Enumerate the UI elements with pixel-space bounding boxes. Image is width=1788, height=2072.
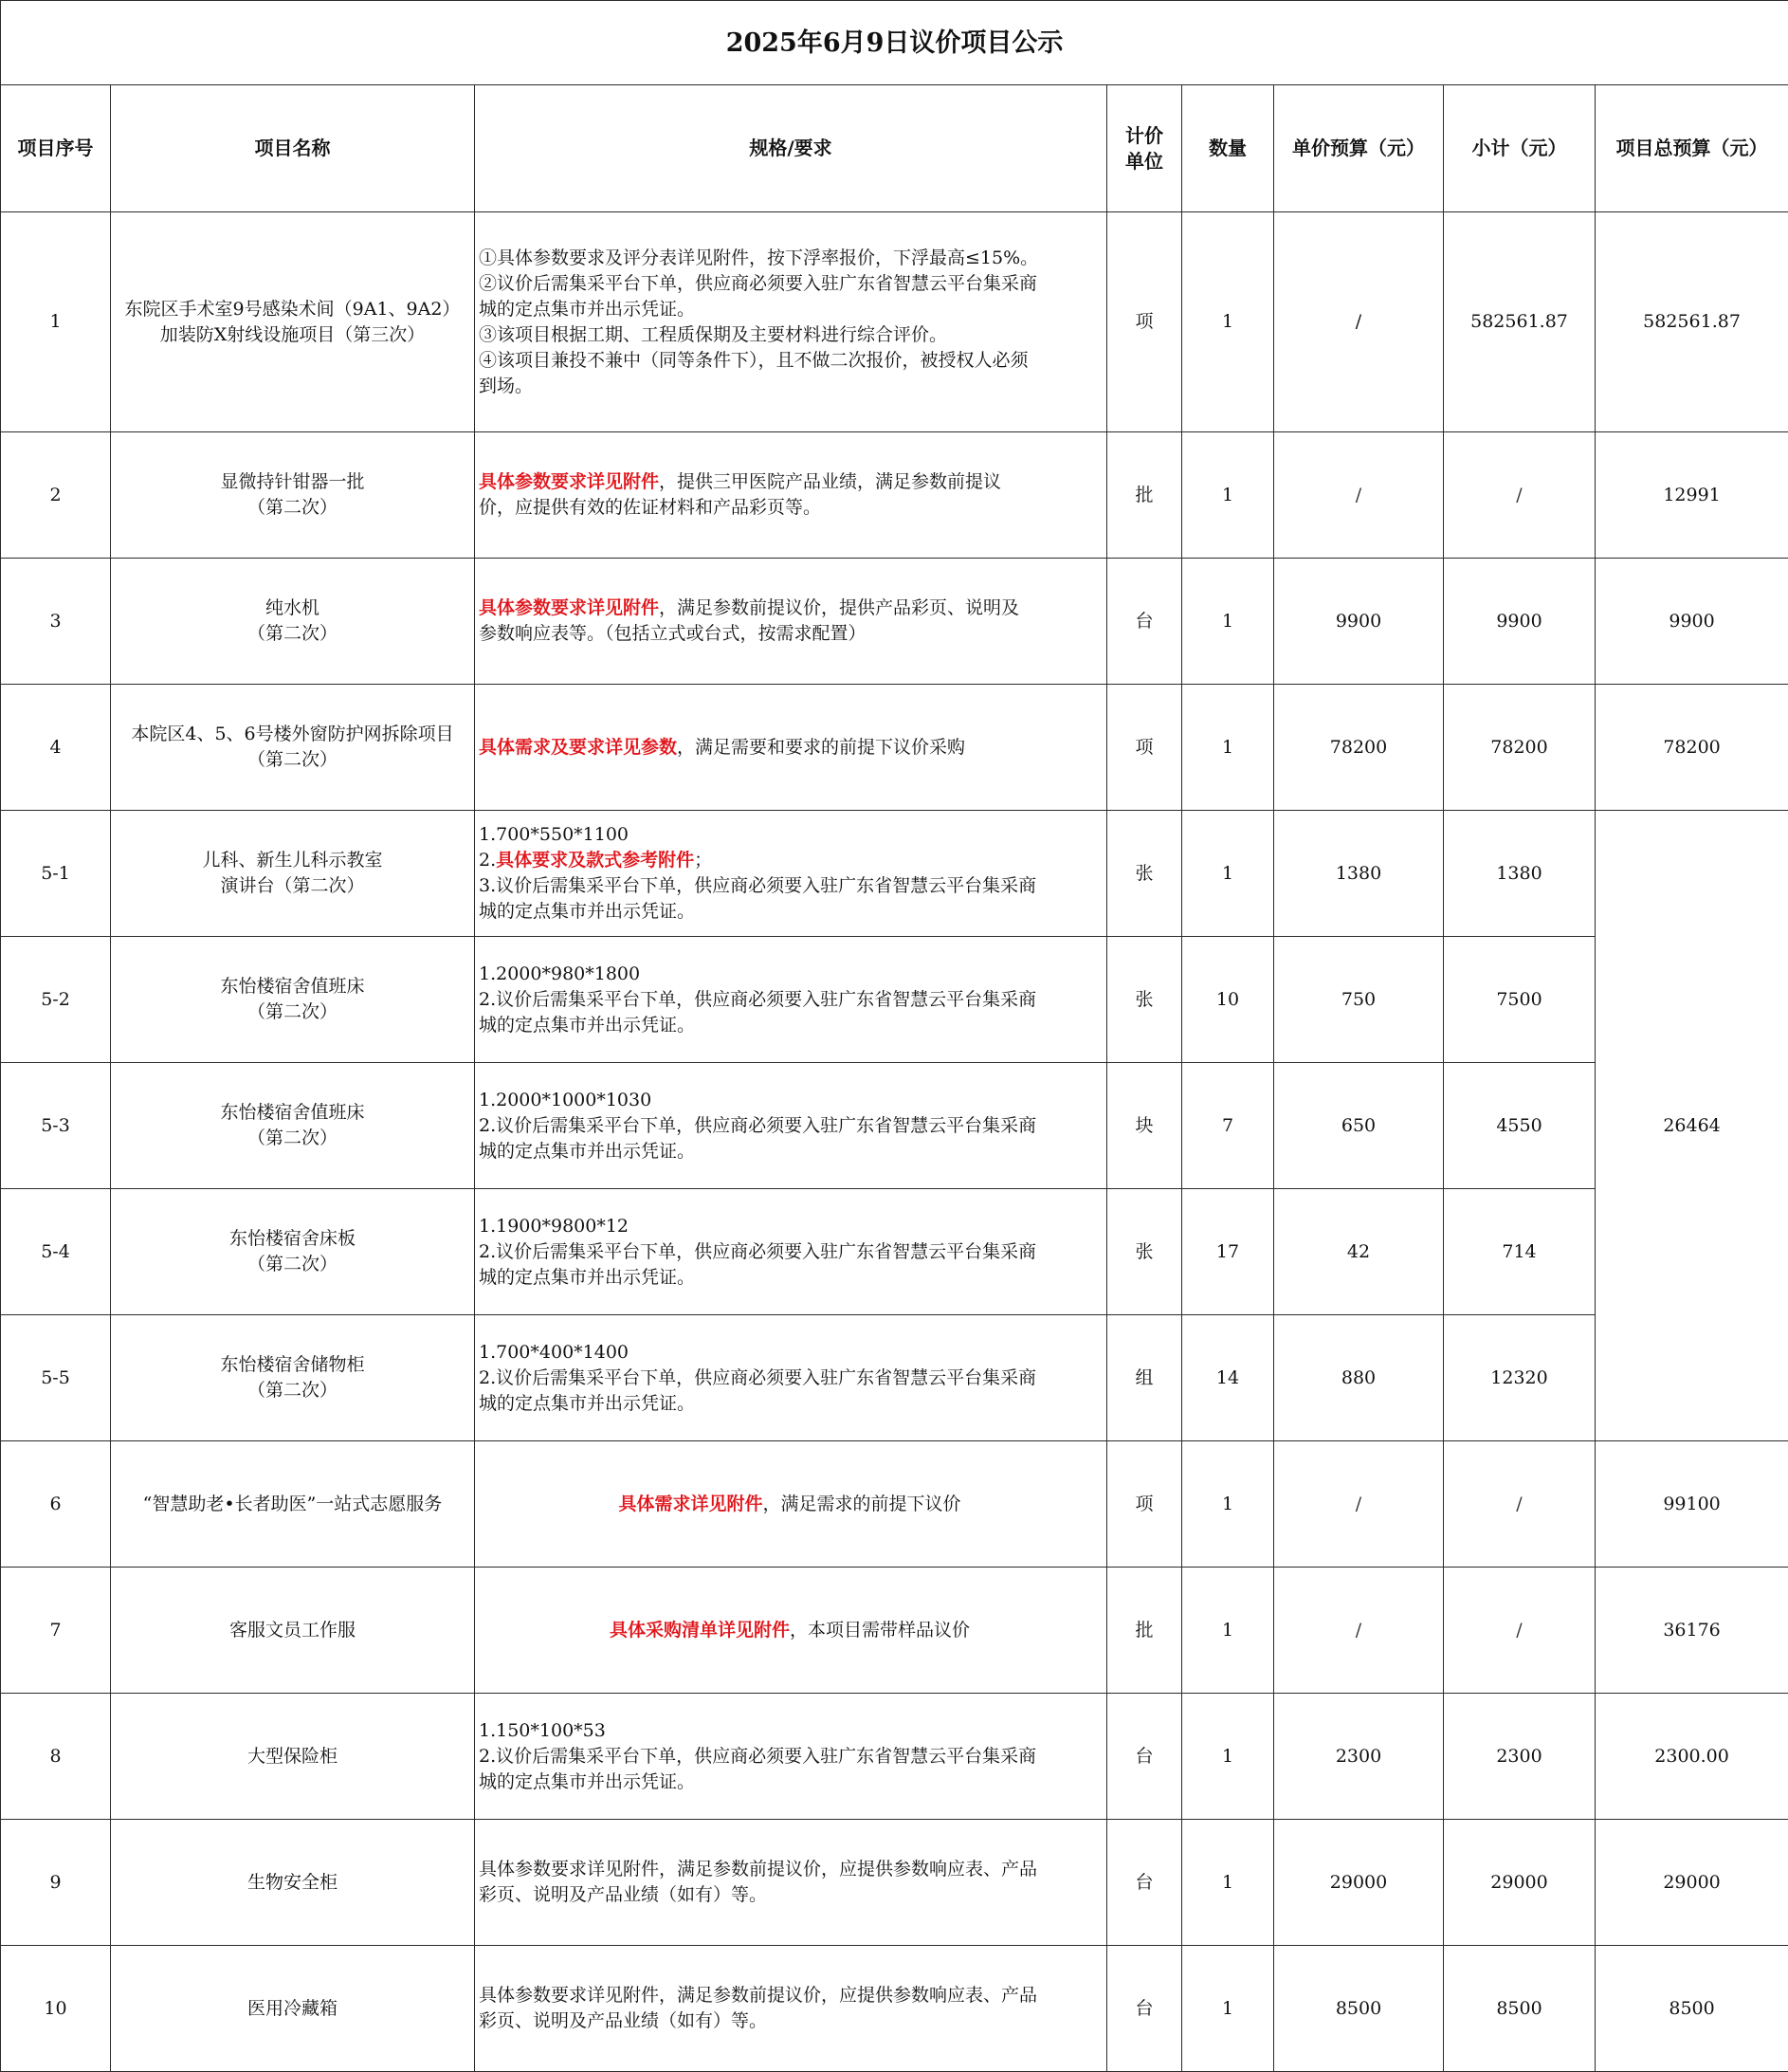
cell-name: [111, 212, 475, 432]
spec-line: 1.700*400*1400: [479, 1340, 1101, 1366]
spec-red-text: 具体参数要求详见附件: [479, 471, 659, 492]
cell-name: [111, 1189, 475, 1315]
header-unit: [1107, 85, 1182, 212]
cell-seq: 6: [1, 1441, 111, 1568]
cell-unit: 组: [1107, 1315, 1182, 1441]
cell-seq: 1: [1, 212, 111, 432]
cell-subtotal: 9900: [1444, 559, 1596, 685]
table-row: [1, 212, 1788, 432]
cell-spec: [475, 559, 1107, 685]
cell-unit: 台: [1107, 1694, 1182, 1820]
page-title: 2025年6月9日议价项目公示: [1, 1, 1788, 85]
name-line: （第二次）: [111, 1378, 474, 1403]
cell-unit: 项: [1107, 212, 1182, 432]
spec-line: 城的定点集市并出示凭证。: [479, 1265, 1101, 1291]
cell-spec: [475, 432, 1107, 559]
cell-total: 2300.00: [1596, 1694, 1788, 1820]
cell-subtotal: /: [1444, 432, 1596, 559]
cell-spec: [475, 1189, 1107, 1315]
spec-line: 彩页、说明及产品业绩（如有）等。: [479, 1882, 1101, 1908]
cell-unit-price: /: [1274, 432, 1444, 559]
cell-seq: 4: [1, 685, 111, 811]
spec-text: ，提供三甲医院产品业绩，满足参数前提议: [659, 471, 1001, 492]
spec-red-text: 具体采购清单详见附件: [610, 1620, 790, 1641]
name-line: 客服文员工作服: [111, 1618, 474, 1643]
cell-spec: [475, 1820, 1107, 1946]
spec-line: 2.议价后需集采平台下单，供应商必须要入驻广东省智慧云平台集采商: [479, 1239, 1101, 1265]
name-line: 东怡楼宿舍值班床: [111, 1100, 474, 1126]
cell-unit-price: 8500: [1274, 1946, 1444, 2072]
header-spec: 规格/要求: [475, 85, 1107, 212]
cell-qty: 1: [1182, 811, 1274, 937]
name-line: （第二次）: [111, 1126, 474, 1151]
cell-qty: 7: [1182, 1063, 1274, 1189]
header-total: 项目总预算（元）: [1596, 85, 1788, 212]
name-line: （第二次）: [111, 1252, 474, 1277]
cell-total: 12991: [1596, 432, 1788, 559]
cell-total-merged: 26464: [1596, 811, 1788, 1441]
cell-total: 29000: [1596, 1820, 1788, 1946]
table-row: [1, 559, 1788, 685]
spec-line: 具体参数要求详见附件，满足参数前提议价，应提供参数响应表、产品: [479, 1857, 1101, 1882]
cell-name: [111, 1315, 475, 1441]
cell-total: 582561.87: [1596, 212, 1788, 432]
cell-unit: 批: [1107, 1568, 1182, 1694]
spec-line: 城的定点集市并出示凭证。: [479, 1769, 1101, 1795]
cell-unit-price: 750: [1274, 937, 1444, 1063]
cell-unit: 项: [1107, 1441, 1182, 1568]
cell-name: [111, 1694, 475, 1820]
cell-spec: [475, 685, 1107, 811]
spec-line: 1.150*100*53: [479, 1718, 1101, 1744]
cell-unit-price: 78200: [1274, 685, 1444, 811]
cell-seq: 5-2: [1, 937, 111, 1063]
cell-seq: 9: [1, 1820, 111, 1946]
header-unit-line2: 单位: [1107, 149, 1181, 174]
spec-line: [479, 848, 1101, 873]
name-line: （第二次）: [111, 621, 474, 647]
cell-name: [111, 937, 475, 1063]
cell-unit-price: 2300: [1274, 1694, 1444, 1820]
spec-line: 3.议价后需集采平台下单，供应商必须要入驻广东省智慧云平台集采商: [479, 873, 1101, 899]
table-row: [1, 1946, 1788, 2072]
cell-spec: [475, 1694, 1107, 1820]
table-row: [1, 685, 1788, 811]
cell-subtotal: 4550: [1444, 1063, 1596, 1189]
spec-red-text: 具体要求及款式参考附件: [496, 850, 694, 871]
spec-line: ③该项目根据工期、工程质保期及主要材料进行综合评价。: [479, 322, 1101, 348]
cell-name: [111, 559, 475, 685]
name-line: 本院区4、5、6号楼外窗防护网拆除项目: [111, 722, 474, 747]
header-qty: 数量: [1182, 85, 1274, 212]
spec-line: 2.议价后需集采平台下单，供应商必须要入驻广东省智慧云平台集采商: [479, 1366, 1101, 1391]
table-row: [1, 937, 1788, 1063]
name-line: （第二次）: [111, 999, 474, 1025]
cell-seq: 5-5: [1, 1315, 111, 1441]
cell-spec: [475, 212, 1107, 432]
cell-spec: [475, 1315, 1107, 1441]
cell-unit: 台: [1107, 1946, 1182, 2072]
cell-name: [111, 1568, 475, 1694]
spec-line: 价，应提供有效的佐证材料和产品彩页等。: [479, 495, 1101, 521]
spec-line: 2.议价后需集采平台下单，供应商必须要入驻广东省智慧云平台集采商: [479, 1113, 1101, 1139]
cell-name: [111, 1946, 475, 2072]
spec-line: [479, 596, 1101, 621]
cell-seq: 7: [1, 1568, 111, 1694]
cell-total: 78200: [1596, 685, 1788, 811]
spec-text: ，满足参数前提议价，提供产品彩页、说明及: [659, 597, 1019, 618]
cell-seq: 5-1: [1, 811, 111, 937]
cell-subtotal: 1380: [1444, 811, 1596, 937]
header-unit-price: 单价预算（元）: [1274, 85, 1444, 212]
cell-qty: 1: [1182, 432, 1274, 559]
cell-unit: 块: [1107, 1063, 1182, 1189]
spec-red-text: 具体需求详见附件: [618, 1494, 762, 1514]
cell-name: [111, 1820, 475, 1946]
header-row: [1, 85, 1788, 212]
spec-line: 城的定点集市并出示凭证。: [479, 1139, 1101, 1164]
cell-subtotal: /: [1444, 1441, 1596, 1568]
spec-text: ，满足需求的前提下议价: [763, 1494, 961, 1514]
spec-line: 参数响应表等。（包括立式或台式，按需求配置）: [479, 621, 1101, 647]
name-line: 东怡楼宿舍储物柜: [111, 1352, 474, 1378]
cell-qty: 1: [1182, 1946, 1274, 2072]
table-row: [1, 1568, 1788, 1694]
cell-total: 8500: [1596, 1946, 1788, 2072]
spec-line: 1.700*550*1100: [479, 822, 1101, 848]
cell-seq: 10: [1, 1946, 111, 2072]
cell-seq: 3: [1, 559, 111, 685]
name-line: 大型保险柜: [111, 1744, 474, 1769]
cell-subtotal: 582561.87: [1444, 212, 1596, 432]
spec-line: 1.2000*1000*1030: [479, 1088, 1101, 1113]
cell-subtotal: 714: [1444, 1189, 1596, 1315]
spec-line: 1.1900*9800*12: [479, 1214, 1101, 1239]
cell-qty: 1: [1182, 685, 1274, 811]
spec-line: 城的定点集市并出示凭证。: [479, 297, 1101, 322]
cell-name: [111, 432, 475, 559]
cell-spec: [475, 1063, 1107, 1189]
spec-text: ，满足需要和要求的前提下议价采购: [677, 737, 965, 758]
cell-spec: [475, 1946, 1107, 2072]
name-line: 加装防X射线设施项目（第三次）: [111, 322, 474, 348]
cell-total: 36176: [1596, 1568, 1788, 1694]
cell-qty: 1: [1182, 212, 1274, 432]
spec-line: ②议价后需集采平台下单，供应商必须要入驻广东省智慧云平台集采商: [479, 271, 1101, 297]
cell-name: [111, 1441, 475, 1568]
header-name: 项目名称: [111, 85, 475, 212]
table-row: [1, 1063, 1788, 1189]
cell-qty: 1: [1182, 1694, 1274, 1820]
name-line: 医用冷藏箱: [111, 1996, 474, 2022]
spec-text: ；: [694, 850, 712, 871]
table-row: [1, 1189, 1788, 1315]
name-line: 生物安全柜: [111, 1870, 474, 1896]
cell-unit: 项: [1107, 685, 1182, 811]
header-subtotal: 小计（元）: [1444, 85, 1596, 212]
cell-spec: [475, 1441, 1107, 1568]
cell-unit-price: 1380: [1274, 811, 1444, 937]
name-line: 演讲台（第二次）: [111, 873, 474, 899]
header-seq: 项目序号: [1, 85, 111, 212]
cell-unit-price: 42: [1274, 1189, 1444, 1315]
cell-unit: 张: [1107, 1189, 1182, 1315]
cell-name: [111, 1063, 475, 1189]
spec-line: ④该项目兼投不兼中（同等条件下），且不做二次报价，被授权人必须: [479, 348, 1101, 374]
table-row: [1, 1441, 1788, 1568]
table-row: [1, 811, 1788, 937]
cell-qty: 14: [1182, 1315, 1274, 1441]
cell-subtotal: 2300: [1444, 1694, 1596, 1820]
name-line: “智慧助老•长者助医”一站式志愿服务: [111, 1492, 474, 1517]
table-row: [1, 432, 1788, 559]
spec-line: 2.议价后需集采平台下单，供应商必须要入驻广东省智慧云平台集采商: [479, 987, 1101, 1013]
cell-total: 99100: [1596, 1441, 1788, 1568]
cell-unit-price: /: [1274, 1568, 1444, 1694]
spec-line: [479, 735, 1101, 761]
cell-total: 9900: [1596, 559, 1788, 685]
cell-subtotal: 29000: [1444, 1820, 1596, 1946]
cell-seq: 8: [1, 1694, 111, 1820]
spec-line: 具体参数要求详见附件，满足参数前提议价，应提供参数响应表、产品: [479, 1983, 1101, 2008]
spec-red-text: 具体参数要求详见附件: [479, 597, 659, 618]
cell-subtotal: /: [1444, 1568, 1596, 1694]
spec-text: 2.: [479, 850, 496, 871]
spec-line: 到场。: [479, 374, 1101, 399]
spec-line: 1.2000*980*1800: [479, 962, 1101, 987]
cell-subtotal: 12320: [1444, 1315, 1596, 1441]
table-row: [1, 1820, 1788, 1946]
spec-line: 城的定点集市并出示凭证。: [479, 1013, 1101, 1038]
cell-unit-price: 29000: [1274, 1820, 1444, 1946]
cell-unit-price: 9900: [1274, 559, 1444, 685]
cell-unit-price: /: [1274, 212, 1444, 432]
name-line: 显微持针钳器一批: [111, 469, 474, 495]
cell-seq: 2: [1, 432, 111, 559]
cell-name: [111, 685, 475, 811]
cell-name: [111, 811, 475, 937]
cell-seq: 5-3: [1, 1063, 111, 1189]
table-row: [1, 1315, 1788, 1441]
cell-unit: 张: [1107, 937, 1182, 1063]
name-line: 东怡楼宿舍值班床: [111, 974, 474, 999]
table-row: [1, 1694, 1788, 1820]
spec-line: 城的定点集市并出示凭证。: [479, 1391, 1101, 1417]
name-line: 东院区手术室9号感染术间（9A1、9A2）: [111, 297, 474, 322]
spec-red-text: 具体需求及要求详见参数: [479, 737, 677, 758]
cell-spec: [475, 1568, 1107, 1694]
cell-seq: 5-4: [1, 1189, 111, 1315]
name-line: 东怡楼宿舍床板: [111, 1226, 474, 1252]
cell-qty: 1: [1182, 559, 1274, 685]
name-line: （第二次）: [111, 747, 474, 773]
cell-spec: [475, 937, 1107, 1063]
cell-qty: 17: [1182, 1189, 1274, 1315]
cell-unit: 台: [1107, 1820, 1182, 1946]
cell-unit: 张: [1107, 811, 1182, 937]
cell-subtotal: 78200: [1444, 685, 1596, 811]
cell-qty: 1: [1182, 1820, 1274, 1946]
cell-qty: 1: [1182, 1568, 1274, 1694]
cell-qty: 10: [1182, 937, 1274, 1063]
cell-unit: 批: [1107, 432, 1182, 559]
cell-unit: 台: [1107, 559, 1182, 685]
cell-qty: 1: [1182, 1441, 1274, 1568]
spec-line: 城的定点集市并出示凭证。: [479, 899, 1101, 925]
cell-unit-price: 650: [1274, 1063, 1444, 1189]
spec-line: ①具体参数要求及评分表详见附件，按下浮率报价，下浮最高≤15%。: [479, 246, 1101, 271]
spec-line: [479, 469, 1101, 495]
cell-unit-price: /: [1274, 1441, 1444, 1568]
cell-spec: [475, 811, 1107, 937]
name-line: 儿科、新生儿科示教室: [111, 848, 474, 873]
cell-subtotal: 7500: [1444, 937, 1596, 1063]
cell-unit-price: 880: [1274, 1315, 1444, 1441]
spec-text: ，本项目需带样品议价: [790, 1620, 970, 1641]
cell-subtotal: 8500: [1444, 1946, 1596, 2072]
name-line: 纯水机: [111, 596, 474, 621]
name-line: （第二次）: [111, 495, 474, 521]
header-unit-line1: 计价: [1107, 123, 1181, 149]
spec-line: 彩页、说明及产品业绩（如有）等。: [479, 2008, 1101, 2034]
spec-line: 2.议价后需集采平台下单，供应商必须要入驻广东省智慧云平台集采商: [479, 1744, 1101, 1769]
